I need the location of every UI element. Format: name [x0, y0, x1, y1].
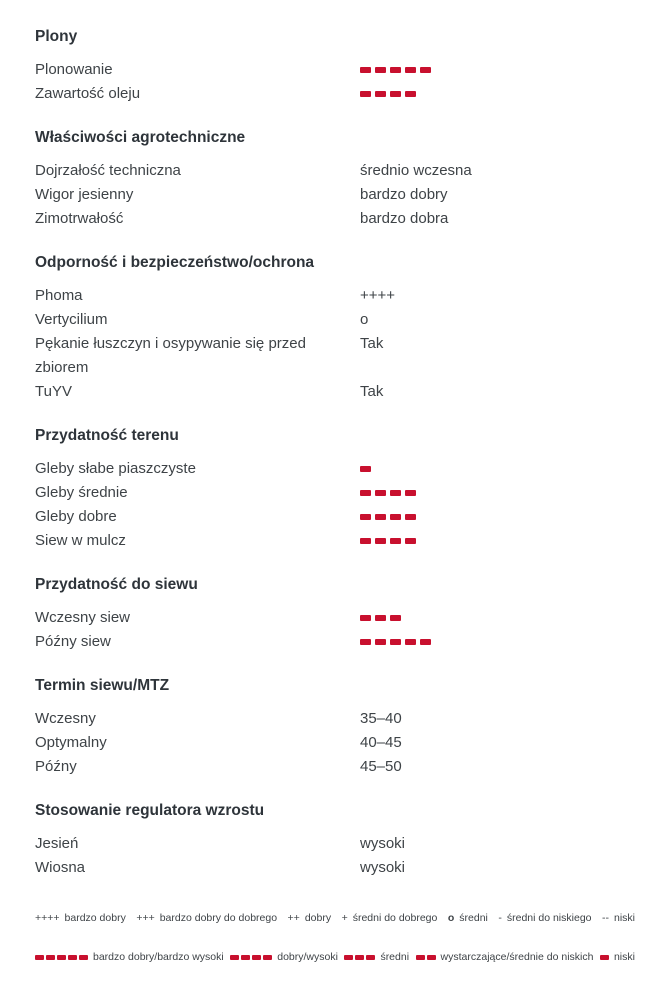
legend-symbol: -- — [601, 912, 609, 924]
section-heading: Przydatność terenu — [35, 427, 179, 444]
row-label: Siew w mulcz — [35, 532, 126, 549]
row-label: Wigor jesienny — [35, 186, 134, 203]
rating-dashes — [360, 481, 635, 505]
row-value: o — [360, 311, 369, 328]
table-row — [35, 82, 635, 106]
legend-item — [230, 951, 338, 964]
legend-symbol: ++++ — [35, 912, 60, 924]
rating-dashes — [230, 955, 272, 960]
legend-label: średni do dobrego — [352, 912, 438, 924]
section-heading: Stosowanie regulatora wzrostu — [35, 802, 265, 819]
rating-dashes — [360, 606, 635, 630]
legend-label: niski — [613, 912, 635, 924]
table-row — [35, 755, 635, 779]
rating-legend — [35, 912, 635, 964]
legend-symbol: - — [498, 912, 502, 924]
legend-item — [136, 912, 277, 925]
rating-dashes — [360, 82, 635, 106]
rating-dash — [405, 91, 416, 97]
legend-symbol: + — [341, 912, 348, 924]
row-value: bardzo dobra — [360, 210, 449, 227]
rating-dash — [360, 639, 371, 645]
row-value: wysoki — [360, 835, 406, 852]
section-wlasciwosci-agrotechniczne — [35, 128, 635, 231]
rating-dashes — [35, 955, 88, 960]
legend-label: średni — [459, 912, 488, 924]
rating-dash — [375, 639, 386, 645]
row-label: Wiosna — [35, 859, 86, 876]
rating-dash — [600, 955, 609, 960]
section-przydatnosc-terenu — [35, 426, 635, 553]
rating-dash — [375, 91, 386, 97]
row-value: Tak — [360, 335, 384, 352]
legend-item — [342, 912, 438, 925]
row-label: Późny — [35, 758, 77, 775]
rating-dash — [230, 955, 239, 960]
section-termin-siewu-mtz — [35, 676, 635, 779]
table-row — [35, 380, 635, 404]
rating-dash — [360, 538, 371, 544]
table-row — [35, 332, 635, 380]
rating-dashes — [416, 955, 436, 960]
legend-label: średni — [380, 951, 410, 963]
table-row — [35, 481, 635, 505]
legend-label: dobry — [304, 912, 332, 924]
row-label: Plonowanie — [35, 61, 113, 78]
row-label: Zimotrwałość — [35, 210, 124, 227]
section-plony — [35, 27, 635, 106]
section-przydatnosc-do-siewu — [35, 575, 635, 654]
rating-dash — [344, 955, 353, 960]
legend-item — [498, 912, 591, 925]
rating-dashes — [360, 505, 635, 529]
legend-label: średni do niskiego — [506, 912, 592, 924]
rating-dash — [390, 615, 401, 621]
row-label: Dojrzałość techniczna — [35, 162, 181, 179]
rating-dashes — [360, 630, 635, 654]
rating-dash — [68, 955, 77, 960]
row-label: Optymalny — [35, 734, 107, 751]
legend-dashes-row — [35, 951, 635, 964]
rating-dash — [263, 955, 272, 960]
rating-dash — [360, 466, 371, 472]
section-heading: Przydatność do siewu — [35, 576, 198, 593]
legend-item — [448, 912, 488, 925]
rating-dash — [375, 615, 386, 621]
table-row — [35, 707, 635, 731]
row-label: Wczesny — [35, 710, 96, 727]
row-value: ++++ — [360, 287, 396, 304]
rating-dash — [375, 67, 386, 73]
table-row — [35, 856, 635, 880]
rating-dash — [405, 639, 416, 645]
table-row — [35, 58, 635, 82]
row-label: Gleby średnie — [35, 484, 128, 501]
row-label: Gleby dobre — [35, 508, 117, 525]
table-row — [35, 308, 635, 332]
legend-label: wystarczające/średnie do niskich — [440, 951, 594, 963]
row-label: TuYV — [35, 383, 72, 400]
row-label: Wczesny siew — [35, 609, 131, 626]
legend-item — [416, 951, 594, 964]
rating-dash — [390, 91, 401, 97]
legend-label: bardzo dobry/bardzo wysoki — [93, 951, 224, 963]
row-value: bardzo dobry — [360, 186, 448, 203]
rating-dash — [390, 538, 401, 544]
row-value: Tak — [360, 383, 384, 400]
row-label: Pękanie łuszczyn i osypywanie się przed zbiorem — [35, 335, 306, 376]
rating-dash — [420, 67, 431, 73]
rating-dash — [375, 514, 386, 520]
rating-dashes — [360, 529, 635, 553]
legend-label: dobry/wysoki — [277, 951, 338, 963]
rating-dash — [416, 955, 425, 960]
rating-dashes — [360, 457, 635, 481]
rating-dash — [405, 67, 416, 73]
table-row — [35, 183, 635, 207]
rating-dash — [390, 639, 401, 645]
table-row — [35, 832, 635, 856]
row-value: 35–40 — [360, 710, 402, 727]
row-label: Jesień — [35, 835, 79, 852]
rating-dash — [405, 538, 416, 544]
rating-dash — [360, 615, 371, 621]
table-row — [35, 731, 635, 755]
section-heading: Odporność i bezpieczeństwo/ochrona — [35, 254, 315, 271]
row-label: Zawartość oleju — [35, 85, 141, 102]
rating-dash — [355, 955, 364, 960]
legend-symbol: +++ — [136, 912, 155, 924]
table-row — [35, 207, 635, 231]
legend-symbol: o — [447, 912, 455, 924]
rating-dash — [390, 490, 401, 496]
row-label: Późny siew — [35, 633, 111, 650]
rating-dash — [252, 955, 261, 960]
rating-dash — [420, 639, 431, 645]
section-heading: Właściwości agrotechniczne — [35, 129, 246, 146]
row-value: średnio wczesna — [360, 162, 472, 179]
row-label: Vertycilium — [35, 311, 108, 328]
rating-dash — [46, 955, 55, 960]
rating-dash — [405, 514, 416, 520]
rating-dash — [375, 490, 386, 496]
table-row — [35, 630, 635, 654]
row-value: 45–50 — [360, 758, 402, 775]
rating-dash — [360, 67, 371, 73]
section-stosowanie-regulatora-wzrostu — [35, 801, 635, 880]
legend-item — [602, 912, 635, 925]
legend-item — [35, 951, 224, 964]
row-value: 40–45 — [360, 734, 402, 751]
rating-dash — [360, 91, 371, 97]
legend-label: niski — [613, 951, 635, 963]
rating-dash — [390, 67, 401, 73]
row-value: wysoki — [360, 859, 406, 876]
rating-dashes — [360, 58, 635, 82]
legend-symbol: ++ — [287, 912, 300, 924]
rating-dash — [427, 955, 436, 960]
section-heading: Termin siewu/MTZ — [35, 677, 170, 694]
legend-label: bardzo dobry — [64, 912, 126, 924]
rating-dash — [366, 955, 375, 960]
table-row — [35, 457, 635, 481]
rating-dash — [241, 955, 250, 960]
section-odpornosc-i-bezpieczenstwo — [35, 253, 635, 404]
table-row — [35, 606, 635, 630]
legend-item — [344, 951, 409, 964]
row-label: Phoma — [35, 287, 83, 304]
legend-symbols-row — [35, 912, 635, 925]
row-label: Gleby słabe piaszczyste — [35, 460, 196, 477]
rating-dash — [35, 955, 44, 960]
rating-dashes — [344, 955, 375, 960]
rating-dash — [375, 538, 386, 544]
table-row — [35, 529, 635, 553]
legend-item — [600, 951, 635, 964]
rating-dashes — [600, 955, 609, 960]
table-row — [35, 505, 635, 529]
legend-item — [35, 912, 126, 925]
rating-dash — [360, 514, 371, 520]
rating-dash — [405, 490, 416, 496]
table-row — [35, 284, 635, 308]
table-row — [35, 159, 635, 183]
rating-dash — [390, 514, 401, 520]
rating-dash — [79, 955, 88, 960]
rating-dash — [57, 955, 66, 960]
rating-dash — [360, 490, 371, 496]
legend-item — [288, 912, 332, 925]
section-heading: Plony — [35, 28, 78, 45]
legend-label: bardzo dobry do dobrego — [159, 912, 278, 924]
